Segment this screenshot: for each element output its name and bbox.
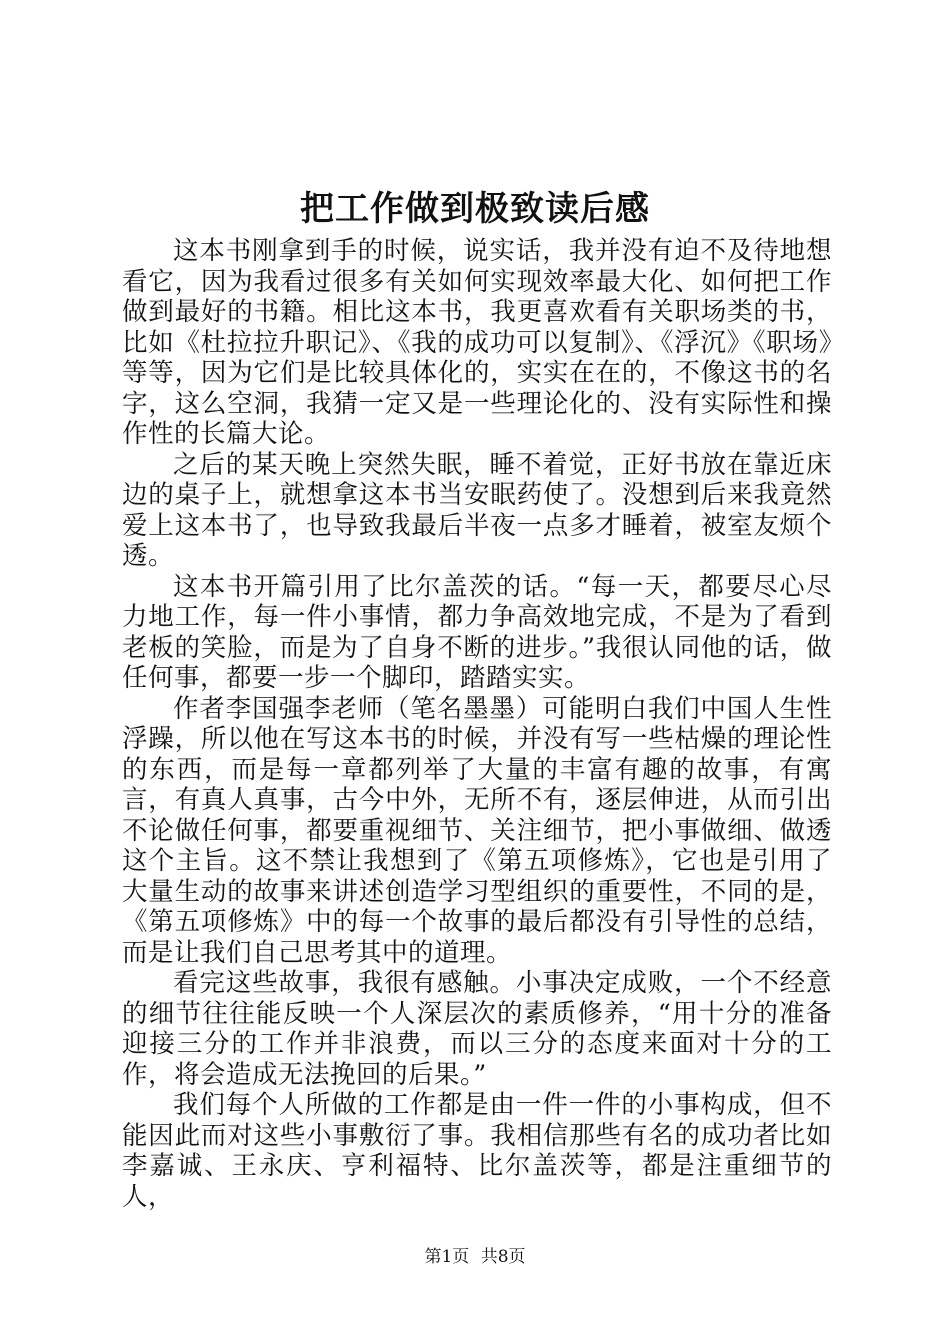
paragraph-1: 这本书刚拿到手的时候，说实话，我并没有迫不及待地想看它，因为我看过很多有关如何实现效率最大化、如何把工作做到最好的书籍。相比这本书，我更喜欢看有关职场类的书，比如《杜拉拉升职记》、《我的成功可以复制》、《浮沉》《职场》等等，因为它们是比较具体化的，实实在在的，不像这书的名字，这么空洞，我猜一定又是一些理论化的、没有实际性和操作性的长篇大论。 [122, 236, 832, 449]
page-number: 第1页 [424, 1247, 470, 1267]
paragraph-5: 看完这些故事，我很有感触。小事决定成败，一个不经意的细节往往能反映一个人深层次的素质修养，“用十分的准备迎接三分的工作并非浪费，而以三分的态度来面对十分的工作，将会造成无法挽回的后果。” [122, 968, 832, 1090]
paragraph-6: 我们每个人所做的工作都是由一件一件的小事构成，但不能因此而对这些小事敷衍了事。我相信那些有名的成功者比如李嘉诚、王永庆、亨利福特、比尔盖茨等，都是注重细节的人， [122, 1090, 832, 1212]
document-body [122, 236, 832, 1212]
paragraph-4: 作者李国强李老师（笔名墨墨）可能明白我们中国人生性浮躁，所以他在写这本书的时候，并没有写一些枯燥的理论性的东西，而是每一章都列举了大量的丰富有趣的故事，有寓言，有真人真事，古今中外，无所不有，逐层伸进，从而引出不论做任何事，都要重视细节、关注细节，把小事做细、做透这个主旨。这不禁让我想到了《第五项修炼》，它也是引用了大量生动的故事来讲述创造学习型组织的重要性，不同的是，《第五项修炼》中的每一个故事的最后都没有引导性的总结，而是让我们自己思考其中的道理。 [122, 693, 832, 968]
document-title: 把工作做到极致读后感 [300, 189, 650, 229]
paragraph-2: 之后的某天晚上突然失眠，睡不着觉，正好书放在靠近床边的桌子上，就想拿这本书当安眠药使了。没想到后来我竟然爱上这本书了，也导致我最后半夜一点多才睡着，被室友烦个透。 [122, 449, 832, 571]
page-footer [0, 1246, 950, 1268]
paragraph-3: 这本书开篇引用了比尔盖茨的话。“每一天，都要尽心尽力地工作，每一件小事情，都力争高效地完成，不是为了看到老板的笑脸，而是为了自身不断的进步。”我很认同他的话，做任何事，都要一步一个脚印，踏踏实实。 [122, 571, 832, 693]
page-total: 共8页 [480, 1247, 526, 1267]
